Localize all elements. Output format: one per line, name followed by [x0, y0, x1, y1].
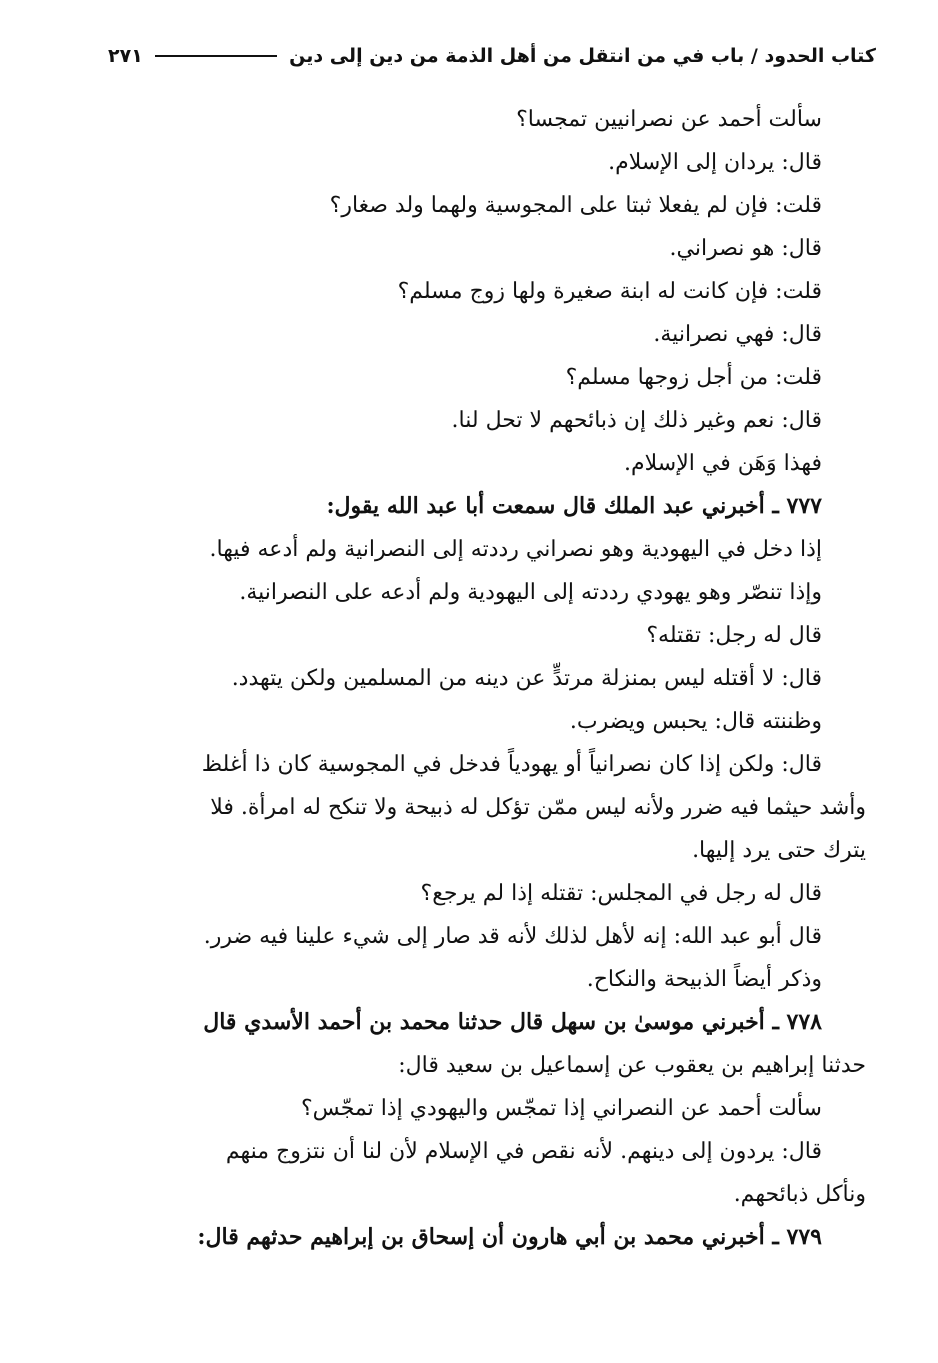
text-line: قال أبو عبد الله: إنه لأهل لذلك لأنه قد صار إلى شيء علينا فيه ضرر. [203, 924, 822, 949]
running-header [108, 36, 876, 76]
text-line: وإذا تنصّر وهو يهودي رددته إلى اليهودية ولم أدعه على النصرانية. [239, 580, 822, 605]
text-line: ونأكل ذبائحهم. [733, 1182, 866, 1207]
text-line: إذا دخل في اليهودية وهو نصراني رددته إلى النصرانية ولم أدعه فيها. [209, 537, 822, 562]
text-line: فهذا وَهَن في الإسلام. [624, 451, 822, 476]
text-line: قال: نعم وغير ذلك إن ذبائحهم لا تحل لنا. [451, 408, 822, 433]
text-line: قال: فهي نصرانية. [653, 322, 822, 347]
text-line: قال: يردان إلى الإسلام. [608, 150, 822, 175]
text-line: قال: ولكن إذا كان نصرانياً أو يهودياً فدخل في المجوسية كان ذا أغلظ [201, 752, 822, 777]
hadith-heading-777: ٧٧٧ ـ أخبرني عبد الملك قال سمعت أبا عبد الله يقول: [326, 493, 822, 519]
header-rule [155, 55, 277, 57]
text-line: وأشد حيثما فيه ضرر ولأنه ليس ممّن تؤكل له ذبيحة ولا تنكح له امرأة. فلا [210, 795, 866, 820]
text-line: قال له رجل في المجلس: تقتله إذا لم يرجع؟ [420, 881, 822, 906]
text-line: قال: يردون إلى دينهم. لأنه نقص في الإسلام لأن لنا أن نتزوج منهم [225, 1139, 822, 1164]
page-number: ٢٧١ [108, 45, 143, 67]
text-line: قال: لا أقتله ليس بمنزلة مرتدٍّ عن دينه من المسلمين ولكن يتهدد. [231, 666, 822, 691]
text-line: يترك حتى يرد إليها. [692, 838, 866, 863]
text-line: قلت: من أجل زوجها مسلم؟ [565, 365, 822, 390]
text-line: حدثنا إبراهيم بن يعقوب عن إسماعيل بن سعيد قال: [398, 1053, 866, 1078]
page-body [100, 98, 866, 1259]
chapter-title: كتاب الحدود / باب في من انتقل من أهل الذمة من دين إلى دين [289, 45, 876, 67]
text-line: قال: هو نصراني. [669, 236, 822, 261]
text-line: سألت أحمد عن النصراني إذا تمجّس واليهودي إذا تمجّس؟ [301, 1096, 822, 1121]
text-line: قال له رجل: تقتله؟ [646, 623, 822, 648]
text-line: قلت: فإن كانت له ابنة صغيرة ولها زوج مسلم؟ [397, 279, 822, 304]
text-line: وظننته قال: يحبس ويضرب. [569, 709, 822, 734]
text-line: سألت أحمد عن نصرانيين تمجسا؟ [516, 107, 822, 132]
hadith-heading-779: ٧٧٩ ـ أخبرني محمد بن أبي هارون أن إسحاق بن إبراهيم حدثهم قال: [197, 1224, 822, 1250]
text-line: قلت: فإن لم يفعلا ثبتا على المجوسية ولهما ولد صغار؟ [329, 193, 822, 218]
text-line: وذكر أيضاً الذبيحة والنكاح. [586, 967, 822, 992]
hadith-heading-778: ٧٧٨ ـ أخبرني موسىٰ بن سهل قال حدثنا محمد بن أحمد الأسدي قال [203, 1009, 822, 1035]
